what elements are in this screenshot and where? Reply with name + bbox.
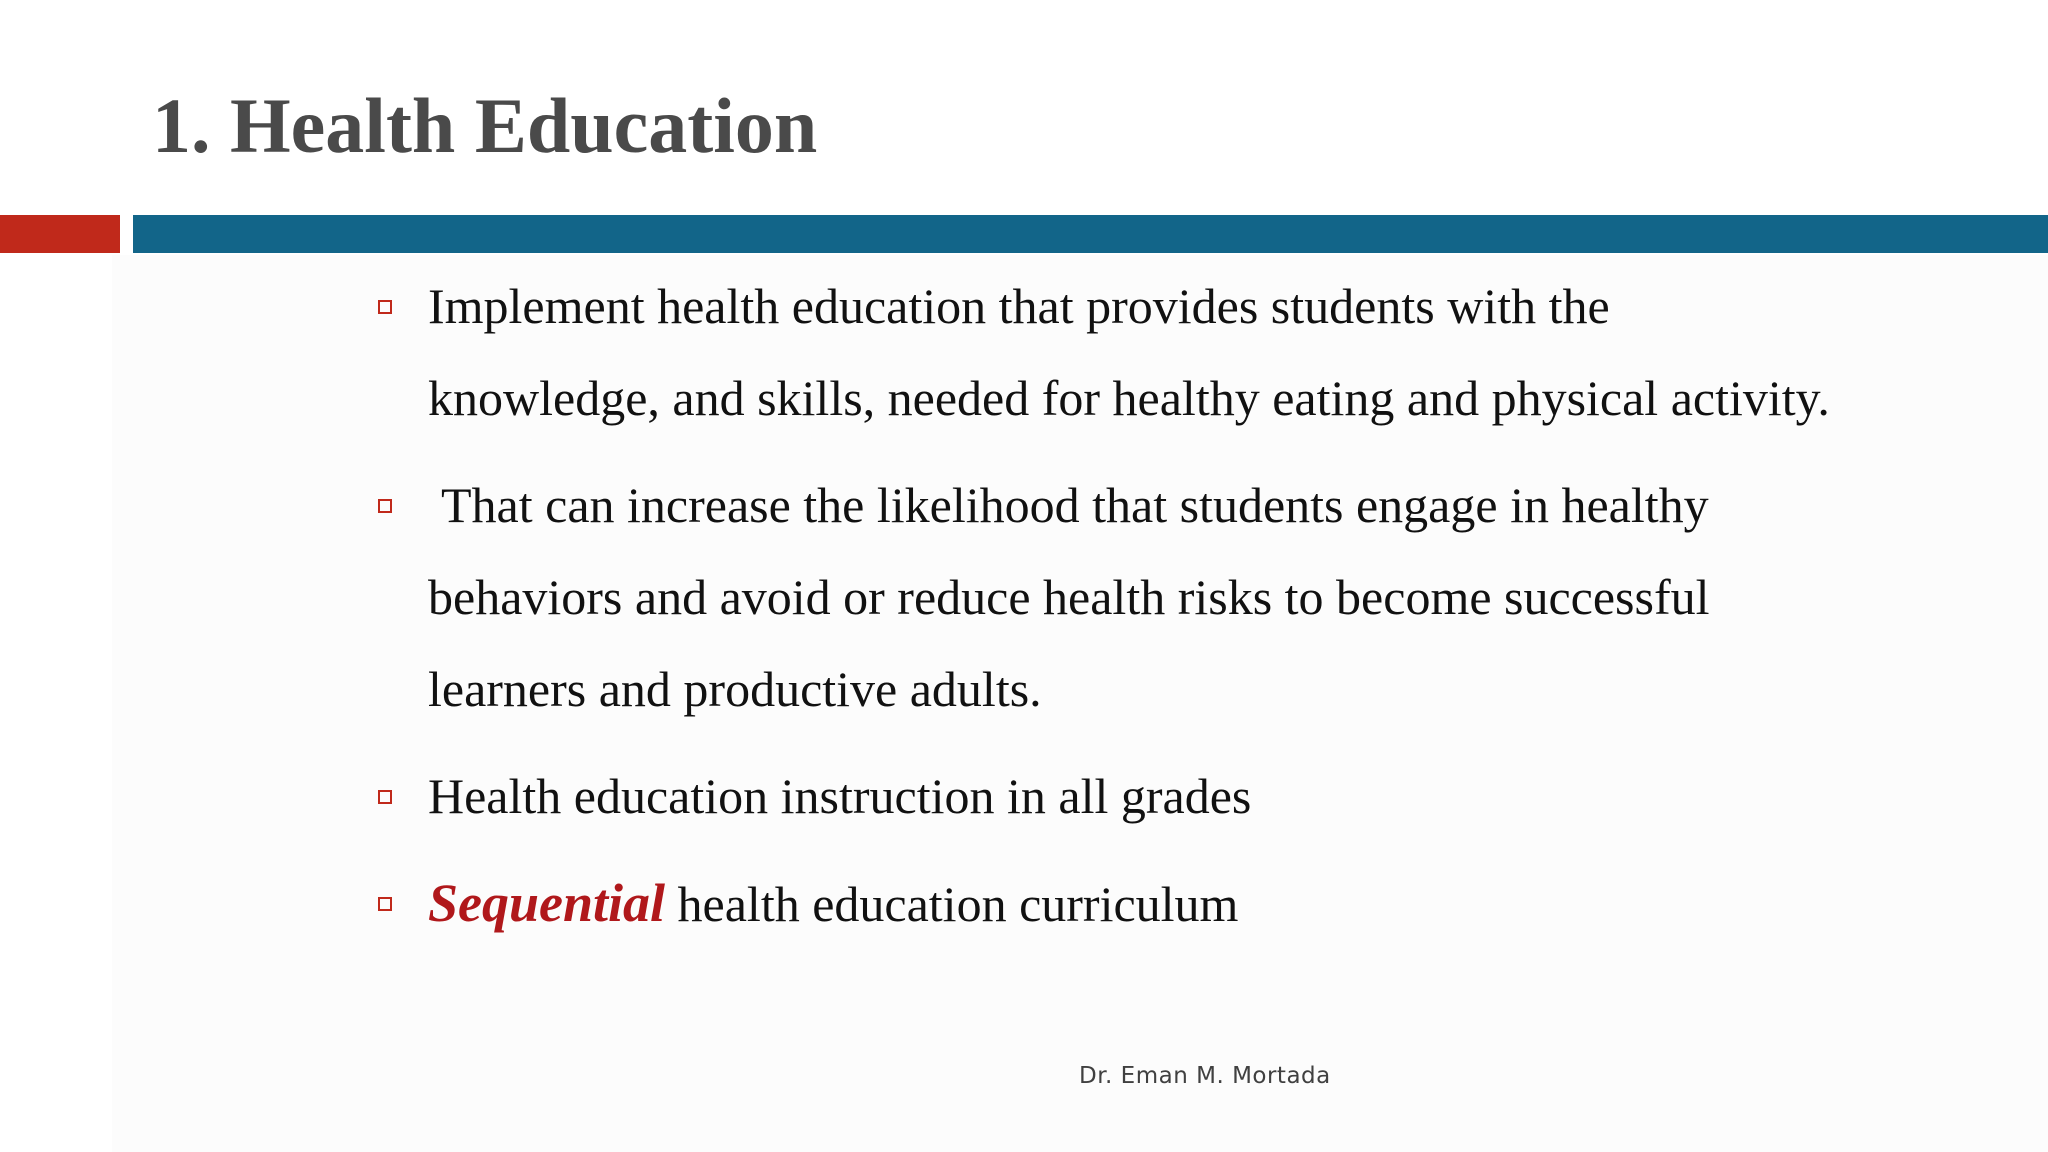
bullet-item-instruction [372, 750, 1832, 842]
bullet-item-implement [372, 260, 1832, 444]
square-bullet-icon [378, 300, 392, 314]
bullet-text: That can increase the likelihood that students engage in healthy behaviors and avoid or reduce health risks to become successful learners and productive adults. [428, 477, 1710, 717]
header-accent-bar-blue [133, 215, 2048, 253]
bullet-list [372, 260, 1832, 965]
footer-author: Dr. Eman M. Mortada [1079, 1063, 1331, 1089]
bullet-item-likelihood [372, 459, 1832, 735]
bullet-text: Health education instruction in all grades [428, 768, 1252, 824]
square-bullet-icon [378, 499, 392, 513]
bullet-text: health education curriculum [665, 876, 1239, 932]
bullet-text: Implement health education that provides students with the knowledge, and skills, needed for healthy eating and physical activity. [428, 278, 1830, 426]
square-bullet-icon [378, 897, 392, 911]
slide-title: 1. Health Education [152, 82, 818, 169]
square-bullet-icon [378, 790, 392, 804]
header-accent-bar-red [0, 215, 120, 253]
emphasis-word: Sequential [428, 873, 666, 933]
bullet-item-sequential [372, 857, 1832, 950]
